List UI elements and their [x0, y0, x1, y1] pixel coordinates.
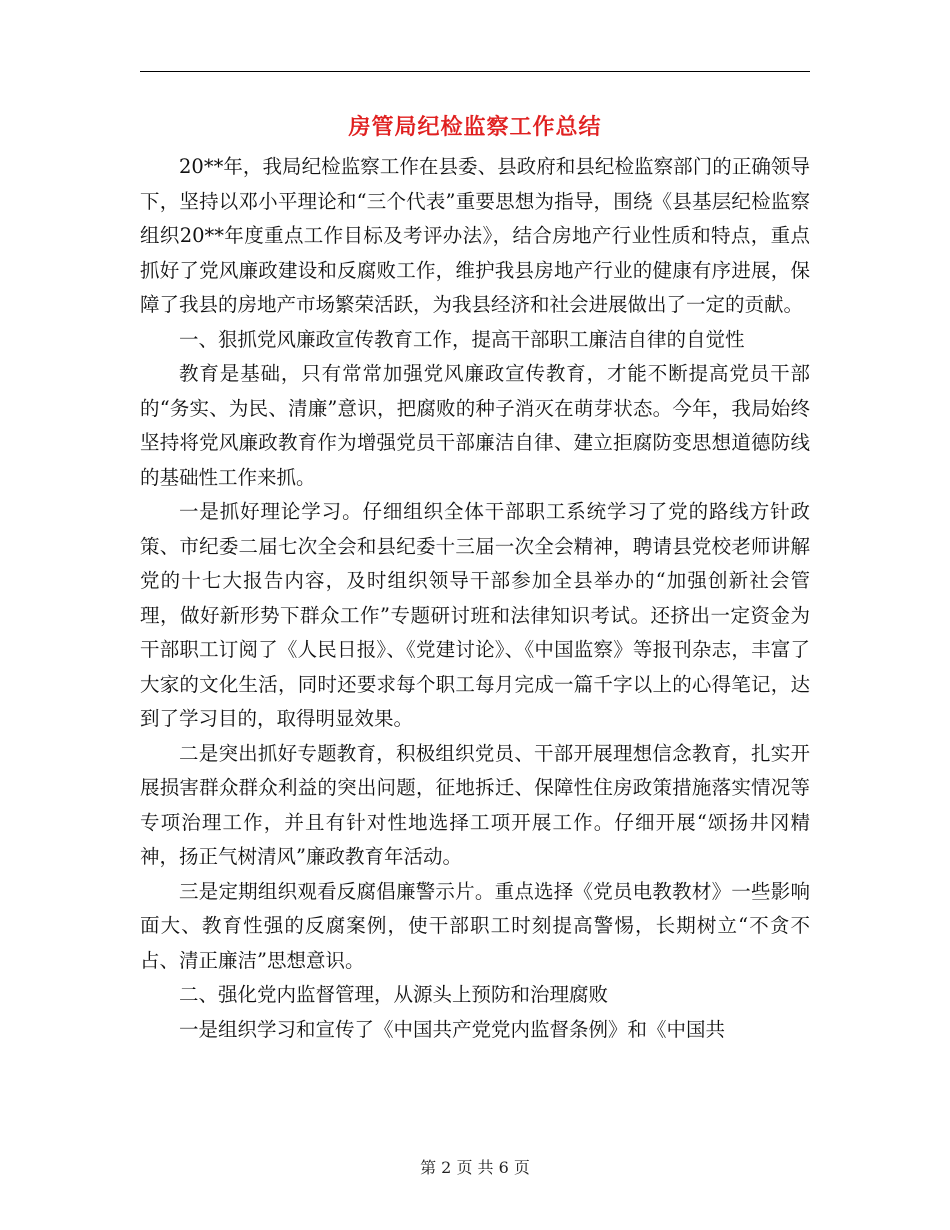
section-heading-1: 一、狠抓党风廉政宣传教育工作，提高干部职工廉洁自律的自觉性	[179, 327, 745, 351]
paragraph-intro: 20**年，我局纪检监察工作在县委、县政府和县纪检监察部门的正确领导下，坚持以邓小平理论和“三个代表”重要思想为指导，围绕《县基层纪检监察组织20**年度重点工作目标及考评办法》，结合房地产行业性质和特点，重点抓好了党风廉政建设和反腐败工作，维护我县房地产行业的健康有序进展，保障了我县的房地产市场繁荣活跃，为我县经济和社会进展做出了一定的贡献。	[140, 155, 810, 316]
paragraph-warning-films: 三是定期组织观看反腐倡廉警示片。重点选择《党员电教教材》一些影响面大、教育性强的反腐案例，使干部职工时刻提高警惕，长期树立“不贪不占、清正廉洁”思想意识。	[140, 879, 810, 972]
document-body	[140, 150, 810, 1047]
paragraph-education-basis: 教育是基础，只有常常加强党风廉政宣传教育，才能不断提高党员干部的“务实、为民、清廉”意识，把腐败的种子消灭在萌芽状态。今年，我局始终坚持将党风廉政教育作为增强党员干部廉洁自律、建立拒腐防变思想道德防线的基础性工作来抓。	[140, 362, 810, 489]
page-number: 第 2 页 共 6 页	[420, 1158, 530, 1177]
paragraph-theory-study: 一是抓好理论学习。仔细组织全体干部职工系统学习了党的路线方针政策、市纪委二届七次全会和县纪委十三届一次全会精神，聘请县党校老师讲解党的十七大报告内容，及时组织领导干部参加全县举办的“加强创新社会管理，做好新形势下群众工作”专题研讨班和法律知识考试。还挤出一定资金为干部职工订阅了《人民日报》、《党建讨论》、《中国监察》等报刊杂志，丰富了大家的文化生活，同时还要求每个职工每月完成一篇千字以上的心得笔记，达到了学习目的，取得明显效果。	[140, 500, 810, 730]
document-title: 房管局纪检监察工作总结	[348, 115, 602, 140]
header-rule	[140, 71, 810, 72]
paragraph-special-education: 二是突出抓好专题教育，积极组织党员、干部开展理想信念教育，扎实开展损害群众群众利益的突出问题，征地拆迁、保障性住房政策措施落实情况等专项治理工作，并且有针对性地选择工项开展工作。仔细开展“颂扬井冈精神，扬正气树清风”廉政教育年活动。	[140, 741, 810, 868]
section-heading-2: 二、强化党内监督管理，从源头上预防和治理腐败	[179, 983, 609, 1006]
paragraph-party-regulations: 一是组织学习和宣传了《中国共产党党内监督条例》和《中国共	[179, 1017, 726, 1041]
